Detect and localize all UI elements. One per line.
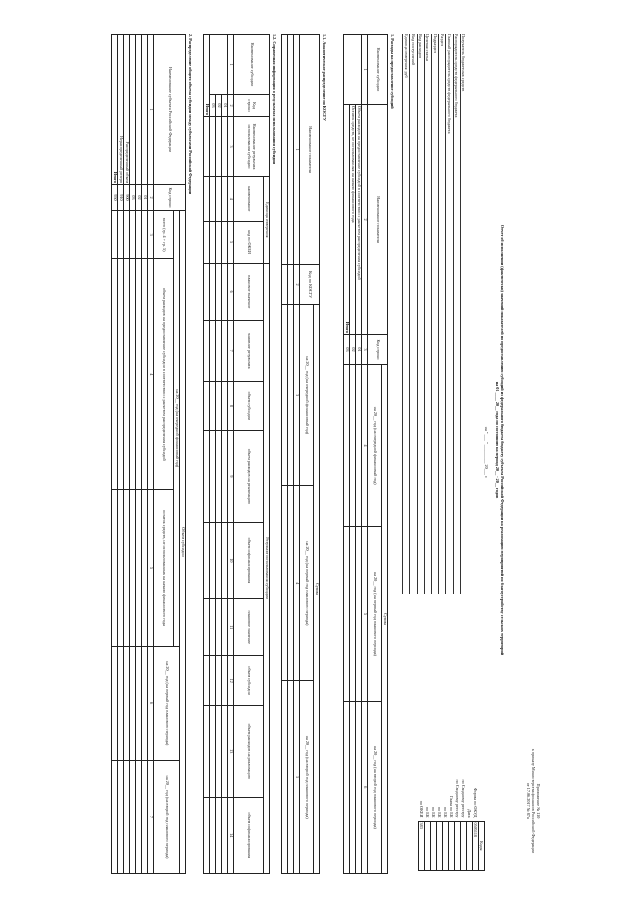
table-cell [142,35,148,185]
table-cell [216,522,222,598]
table-cell [222,320,228,381]
col-header: Наименование показателя [368,105,388,335]
code-label: по БК [425,806,430,818]
col-num: 3 [362,335,368,365]
section-1-table [343,34,388,874]
table-cell [136,35,142,185]
table-cell [124,760,130,873]
col-subheader: всего (гр. 4 + гр. 5) [154,211,174,259]
table-cell [112,211,118,259]
col-subheader: объем расходов на реализацию [234,705,264,797]
table-cell [130,646,136,760]
table-cell [142,211,148,259]
table-cell [204,522,210,598]
table-cell [210,177,216,222]
table-cell [222,263,228,320]
table-cell [112,259,118,490]
meta-label: Распорядитель средств федерального бюджета [454,34,460,118]
col-subheader: на 20__ год (на первый год планового периода) [154,646,180,760]
table-cell [210,797,216,873]
table-cell [350,527,356,701]
code-value [455,821,461,871]
row-code: 03 [210,95,216,117]
table-cell [204,797,210,873]
col-num: 9 [228,431,234,523]
table-cell [216,599,222,656]
table-cell [344,701,350,873]
col-num: 8 [228,381,234,431]
table-cell [216,797,222,873]
code-label: Форма по ОКУД [473,788,478,818]
col-num: 5 [362,527,368,701]
col-header: Единица измерения [264,177,270,264]
table-cell [136,646,142,760]
table-cell [222,177,228,222]
table-cell [142,490,148,646]
col-subheader: наименование [234,177,264,222]
col-subheader: объем расходов на предоставление субсидии в соответствии с расчетом распределения субсидий [154,259,174,490]
section-2-title: 2. Распределение общего объема субсидии между субъектами Российской Федерации [188,34,193,195]
footer-label: Распределенный объем [124,35,130,185]
table-cell [124,259,130,490]
table-cell [204,320,210,381]
table-cell [356,701,362,873]
col-num: 4 [228,177,234,222]
code-label: по БК [443,806,448,818]
table-cell [210,221,216,263]
col-num: 6 [228,263,234,320]
table-cell [216,177,222,222]
table-cell [210,705,216,797]
table-cell [130,259,136,490]
col-num: 1 [228,35,234,95]
table-cell [344,527,350,701]
table-cell [130,490,136,646]
table-cell [222,431,228,523]
table-cell [210,599,216,656]
table-cell [210,656,216,706]
appendix-line-1: Приложение № 110 [536,783,541,819]
meta-row [424,34,431,594]
table-cell [204,221,210,263]
report-date: на " ___ " _________ 20___ г. [484,426,489,479]
row-label: Остаток средств, не использованных на начало финансового года [350,105,356,335]
form-meta [402,34,467,594]
table-cell [350,365,356,527]
table-cell [288,305,294,486]
row-code: 910 [118,185,124,211]
table-cell [130,760,136,873]
col-header: Код по КОСГУ [300,265,320,305]
col-num: 2 [362,105,368,335]
appendix-line-3: от 17.06.2017 № 87н [525,782,531,820]
table-cell [282,265,288,305]
col-header: Результат использования субсидии [264,263,270,873]
col-num: 6 [362,701,368,873]
col-num: 5 [228,221,234,263]
meta-label: Единица измерения: руб [403,34,409,78]
table-cell [204,117,210,177]
table-cell [350,701,356,873]
table-cell [112,646,118,760]
meta-row [445,34,452,594]
meta-label: Раздел [439,34,445,46]
form-title-period: на 01 ____ 20__ года по состоянию на период 20__ - 20__ годов [494,381,500,499]
col-num: 7 [148,760,154,873]
col-header: Объем субсидии [180,211,186,874]
col-num: 5 [294,681,300,874]
col-subheader: на 20__ год (на второй год планового периода) [368,701,382,873]
table-cell [210,381,216,431]
row-code: 02 [136,185,142,211]
row-code: 01 [142,185,148,211]
code-label: Глава по БК [449,796,454,818]
col-subheader: объем расходов на реализацию [234,431,264,523]
code-label: по БК [437,806,442,818]
table-cell [124,646,130,760]
table-cell [222,117,228,177]
table-cell [118,646,124,760]
footer-label: Нераспределенный резерв [118,35,124,185]
form-title-main: Отчет об исполнении (фактически) значений показателей по предоставлению субсидий из федерального бюджета бюджету субъекта Российской Федерации на реализацию мероприятий по благоустройству сельских территорий [500,224,505,656]
table-cell [124,211,130,259]
col-header: Сумма [314,305,320,874]
col-num: 12 [228,656,234,706]
col-num: 1 [294,35,300,265]
table-cell [216,656,222,706]
table-cell [204,599,210,656]
table-cell [282,681,288,874]
col-num: 13 [228,705,234,797]
meta-row [431,34,438,594]
table-cell [142,646,148,760]
col-num: 2 [294,265,300,305]
col-num: 11 [228,599,234,656]
table-cell [118,259,124,490]
scanned-page [105,20,545,885]
table-cell [130,35,136,185]
table-cell [216,117,222,177]
row-code: 950 [112,185,118,211]
meta-row [410,34,417,594]
col-header: Наименование результата использования субсидии [234,117,270,177]
table-cell [222,599,228,656]
table-cell [222,221,228,263]
table-cell [216,221,222,263]
col-header: Наименование субсидии [234,35,270,95]
row-code: 02 [350,335,356,365]
rotated-form [105,20,545,885]
col-subheader: объем софинансирования [234,797,264,873]
table-cell [210,320,216,381]
col-num: 2 [148,185,154,211]
code-label: по Сводному реестру [455,779,460,818]
table-cell [222,522,228,598]
meta-label: Вид поступлений [411,34,416,66]
col-num: 4 [294,486,300,681]
col-subheader: на 20__ год (на первый год планового периода) [300,486,314,681]
code-value [443,821,449,871]
col-subheader: код по ОКЕИ [234,221,264,263]
footer-label: Итого [112,35,118,185]
codes-table [418,721,485,871]
section-1-2-table [203,34,270,874]
code-value [437,821,443,871]
table-cell [222,381,228,431]
col-subheader: на 20__ год (на очередной финансовый год) [300,305,314,486]
code-value [461,821,467,871]
col-num: 3 [148,211,154,259]
code-value: 0505118 [473,821,479,871]
total-label: Итого [204,35,210,117]
table-cell [282,35,288,265]
code-value [467,821,473,871]
meta-row [417,34,424,594]
meta-label: Подраздел [432,34,438,53]
table-cell [356,527,362,701]
row-code: 900 [124,185,130,211]
col-header: Сумма [382,365,388,874]
section-1-title: 1. Расходы на предоставление субсидий [390,34,395,109]
table-cell [130,211,136,259]
section-1-2-title: 1.2. Справочная информация о результатах использования субсидии [272,34,277,165]
code-value [449,821,455,871]
col-subheader: объем субсидии [234,381,264,431]
table-cell [124,490,130,646]
col-subheader: на 20__ год (на второй год планового периода) [300,681,314,874]
table-cell [204,705,210,797]
meta-label: Вид расходов [418,34,424,59]
table-cell [282,305,288,486]
col-subheader: на 20__ год (на второй год планового периода) [154,760,180,873]
section-1-1-title: 1.1. Аналитическое распределение по КОСГУ [322,34,327,121]
table-cell [222,797,228,873]
col-num: 14 [228,797,234,873]
row-label: Объем расходов на предоставление субсидий в соответствии с расчетом распределения субсидий [356,105,362,335]
col-num: 5 [148,490,154,646]
table-cell [136,760,142,873]
table-cell [222,656,228,706]
table-cell [344,365,350,527]
table-cell [210,431,216,523]
col-num: 6 [148,646,154,760]
table-cell [216,705,222,797]
row-code: 01 [356,335,362,365]
col-num: 4 [148,259,154,490]
table-cell [204,177,210,222]
col-header: Наименование показателя [300,35,320,265]
col-subheader: на 20__ год (на первый год планового периода) [368,527,382,701]
form-title [494,90,505,790]
col-num: 3 [228,117,234,177]
table-cell [210,263,216,320]
col-header: Код строки [154,185,186,211]
col-subheader: плановое значение [234,599,264,656]
col-num: 10 [228,522,234,598]
code-label: Дата [467,809,472,818]
col-subheader: плановое значение [234,263,264,320]
col-header: Код строки [234,95,270,117]
table-cell [204,381,210,431]
table-cell [118,490,124,646]
table-cell [216,263,222,320]
row-code: 03 [344,335,350,365]
table-cell [344,35,362,105]
col-num: 2 [228,95,234,117]
table-cell [288,681,294,874]
table-cell [204,656,210,706]
table-cell [216,320,222,381]
col-subheader: на 20__ год (на очередной финансовый год) [368,365,382,527]
table-cell [204,263,210,320]
col-num: 1 [148,35,154,185]
row-code: 03 [130,185,136,211]
col-num: 3 [294,305,300,486]
table-cell [112,760,118,873]
code-label: по БК [431,806,436,818]
table-cell [222,705,228,797]
col-subheader: значение результата [234,320,264,381]
table-cell [282,486,288,681]
section-2-table [111,34,186,874]
col-num: 7 [228,320,234,381]
table-cell [142,259,148,490]
col-header: Наименование субъекта Российской Федерации [154,35,186,185]
codes-header: Коды [479,821,485,871]
table-cell [204,431,210,523]
col-header: Наименование субсидии [368,35,388,105]
appendix-note [526,731,541,871]
meta-label: Главный распорядитель средств федерального бюджета [446,34,452,134]
col-header: Код строки [368,335,388,365]
col-subheader: объем софинансирования [234,522,264,598]
table-cell [356,365,362,527]
meta-label: Целевая статья [425,34,431,61]
row-code: 01 [222,95,228,117]
table-cell [288,265,294,305]
code-value: 383 [419,821,425,871]
table-cell [210,35,228,95]
meta-label: Получатель бюджетных средств [461,34,467,92]
table-cell [136,211,142,259]
col-num: 1 [362,35,368,105]
table-cell [142,760,148,873]
code-value [431,821,437,871]
meta-row [438,34,445,594]
meta-row [402,34,409,594]
col-subheader: остаток средств, не использованных на начало финансового года [154,490,174,646]
row-code: 02 [216,95,222,117]
row-label: Итого [344,105,350,335]
appendix-line-2: к приказу Министерства финансов Российской Федерации [530,748,536,854]
meta-row [453,34,460,594]
table-cell [216,431,222,523]
table-cell [112,490,118,646]
code-value [425,821,431,871]
code-label: по Сводному реестру [461,779,466,818]
col-subheader: на 20__ год (на очередной финансовый год) [174,211,180,647]
table-cell [136,490,142,646]
meta-row [460,34,467,594]
table-cell [118,760,124,873]
table-cell [210,522,216,598]
col-num: 4 [362,365,368,527]
table-cell [118,211,124,259]
section-1-1-table [281,34,320,874]
table-cell [216,381,222,431]
table-cell [210,117,216,177]
code-label: по ОКЕИ [419,800,424,818]
table-cell [288,486,294,681]
table-cell [288,35,294,265]
col-subheader: объем субсидии [234,656,264,706]
table-cell [136,259,142,490]
